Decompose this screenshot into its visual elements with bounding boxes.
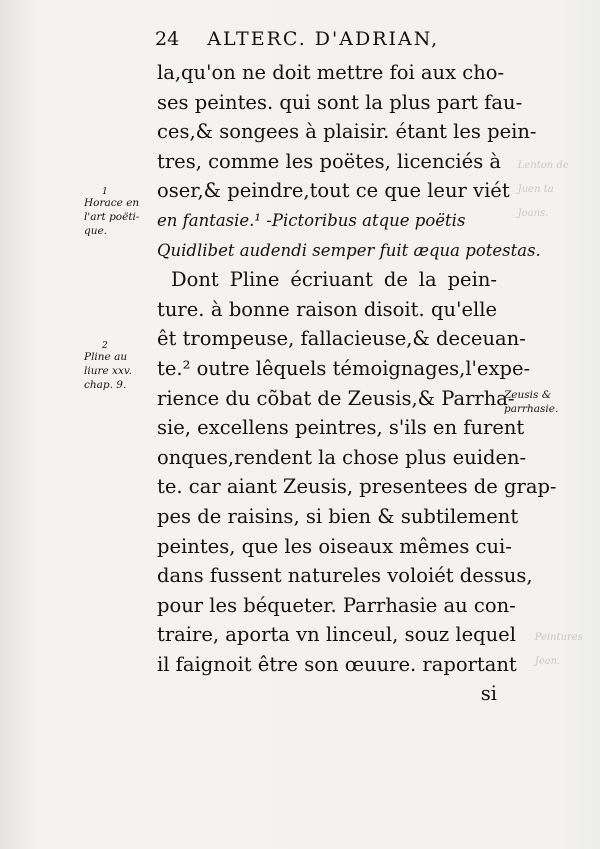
text-line: Quidlibet audendi semper fuit æqua potestas. xyxy=(157,240,541,260)
margin-note-line: Pline au xyxy=(84,351,128,363)
text-line: ces,& songees à plaisir. étant les pein- xyxy=(157,120,537,144)
margin-note-line: que. xyxy=(84,225,108,237)
text-line: rience du cõbat de Zeusis,& Parrha- xyxy=(157,386,515,410)
text-line: ture. à bonne raison disoit. qu'elle xyxy=(157,297,497,321)
bleed-through-bottom xyxy=(522,620,583,680)
text-line: peintes, que les oiseaux mêmes cui- xyxy=(157,534,512,558)
catchword: si xyxy=(480,682,497,706)
text-line: te.² outre lêquels témoignages,l'expe- xyxy=(157,356,531,380)
margin-note-line: Horace en xyxy=(84,197,140,209)
text-line: tres, comme les poëtes, licenciés à xyxy=(157,149,502,173)
margin-note-line: chap. 9. xyxy=(84,379,127,391)
text-line: la,qu'on ne doit mettre foi aux cho- xyxy=(157,61,505,84)
bleed-through-top xyxy=(505,148,569,232)
margin-note-line: Zeusis & xyxy=(504,389,552,401)
text-line: dans fussent natureles voloiét dessus, xyxy=(157,564,533,588)
margin-note-pline xyxy=(84,342,132,392)
text-line: en fantasie.¹ -Pictoribus atque poëtis xyxy=(157,210,466,230)
margin-note-line: parrhasie. xyxy=(504,403,559,415)
margin-note-zeusis xyxy=(504,388,558,416)
text-line: êt trompeuse, fallacieuse,& deceuan- xyxy=(157,327,526,351)
margin-note-line: liure xxv. xyxy=(84,365,132,377)
running-header xyxy=(155,28,439,50)
text-line: il faignoit être son œuure. raportant xyxy=(157,652,517,676)
bleed-line: Juen ta xyxy=(517,184,554,195)
footnote-mark: 2 xyxy=(102,341,108,351)
page-number: 24 xyxy=(155,28,180,50)
text-line: Dont Pline écriuant de la pein- xyxy=(171,268,497,292)
bleed-line: Joans. xyxy=(517,208,549,219)
text-line: pour les béqueter. Parrhasie au con- xyxy=(157,593,516,617)
running-title: ALTERC. D'ADRIAN, xyxy=(207,28,440,50)
text-line: ses peintes. qui sont la plus part fau- xyxy=(157,90,523,114)
bleed-line: Jean. xyxy=(534,656,561,667)
margin-note-line: l'art poëti- xyxy=(84,211,140,223)
text-line: sie, excellens peintres, s'ils en furent xyxy=(157,416,525,440)
text-line: pes de raisins, si bien & subtilement xyxy=(157,504,519,528)
footnote-mark: 1 xyxy=(102,187,108,197)
margin-note-horace xyxy=(84,188,139,238)
text-line: onques,rendent la chose plus euiden- xyxy=(157,445,527,469)
bleed-line: Peintures xyxy=(534,632,583,643)
text-line: traire, aporta vn linceul, souz lequel xyxy=(157,623,516,647)
text-line: te. car aiant Zeusis, presentees de grap- xyxy=(157,475,557,499)
text-line: oser,& peindre,tout ce que leur viét xyxy=(157,179,510,203)
bleed-line: Lenton de xyxy=(517,160,569,171)
